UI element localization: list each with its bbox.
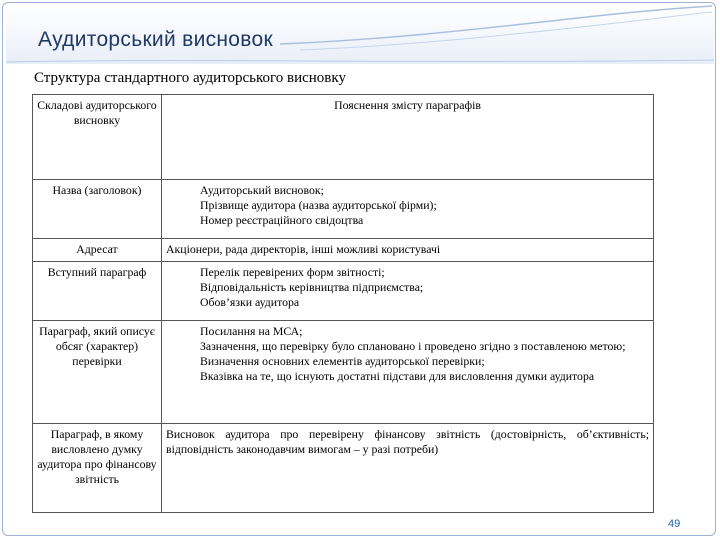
audit-structure-table (32, 94, 654, 513)
row-component: Адресат (33, 239, 162, 262)
table-row (33, 239, 654, 262)
slide-subtitle: Структура стандартного аудиторського висновку (34, 70, 346, 86)
table-row (33, 424, 654, 513)
table-row (33, 180, 654, 239)
table-header-row (33, 95, 654, 180)
slide-title: Аудиторський висновок (38, 28, 273, 51)
row-component: Параграф, в якому висловлено думку аудитора про фінансову звітність (33, 424, 162, 513)
row-explanation: Посилання на МСА; Зазначення, що перевірку було сплановано і проведено згідно з поставленою метою; Визначення основних елементів аудиторської перевірки; Вказівка на те, що існують достатні підстави для висловлення думки аудитора (162, 321, 654, 424)
table-row (33, 321, 654, 424)
header-explanations: Пояснення змісту параграфів (162, 95, 654, 180)
page-number: 49 (668, 518, 681, 530)
table-row (33, 262, 654, 321)
row-explanation: Акціонери, рада директорів, інші можливі користувачі (162, 239, 654, 262)
header-components: Складові аудиторського висновку (33, 95, 162, 180)
row-component: Вступний параграф (33, 262, 162, 321)
row-component: Назва (заголовок) (33, 180, 162, 239)
row-explanation: Аудиторський висновок; Прізвище аудитора (назва аудиторської фірми); Номер реєстраційного свідоцтва (162, 180, 654, 239)
row-explanation: Перелік перевірених форм звітності; Відповідальність керівництва підприємства; Обов’язки аудитора (162, 262, 654, 321)
row-explanation: Висновок аудитора про перевірену фінансову звітність (достовірність, об’єктивність; відповідність законодавчим вимогам – у разі потреби) (162, 424, 654, 513)
row-component: Параграф, який описує обсяг (характер) перевірки (33, 321, 162, 424)
